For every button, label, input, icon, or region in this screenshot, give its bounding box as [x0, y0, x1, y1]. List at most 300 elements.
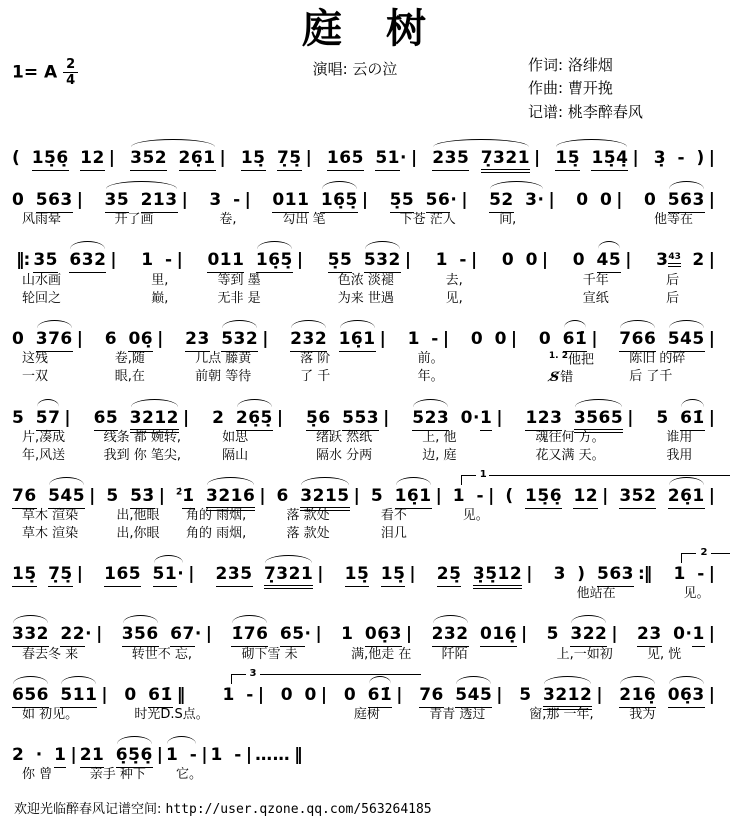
lyric-line-2: 年,风送 — [22, 447, 66, 463]
slur-arc: 563 — [668, 190, 705, 211]
composer-line: 作曲: 曹开挽 — [527, 79, 613, 98]
system-6 — [12, 468, 718, 543]
slur-arc: 523 — [412, 408, 449, 429]
melody-row — [555, 134, 641, 169]
lyric-line-2: 落 款处 — [286, 526, 330, 542]
measure — [106, 472, 168, 543]
measure — [105, 176, 191, 229]
melody-row — [12, 731, 80, 766]
melody-row — [654, 134, 718, 169]
melody-notes: 2 26̣5̣ — [212, 408, 273, 428]
lyric-line-2: 泪几 — [380, 526, 407, 542]
slur-arc: 3212 — [543, 685, 592, 706]
slur-arc: 532 — [221, 329, 258, 350]
measure — [328, 236, 414, 307]
measure — [12, 315, 86, 386]
lyric-line-1: 阡陌 — [441, 646, 468, 662]
melody-notes: 0 0 — [576, 190, 613, 210]
lyric-line-1: 他等在 — [654, 212, 694, 228]
melody-notes: 1̇76 65· — [231, 624, 311, 644]
barline: | — [158, 485, 164, 506]
barline: | — [244, 190, 250, 210]
barline: | — [541, 250, 548, 271]
melody-row — [212, 394, 286, 429]
lyric-line-1: 时光D.S点。 — [134, 706, 209, 722]
meter-denominator: 4 — [66, 73, 76, 88]
lyric-line-1: $^{1. 2}$他把 — [548, 350, 594, 368]
slur-arc: 51· — [153, 564, 185, 585]
measure — [281, 671, 330, 724]
lyric-line-2: 轮回之 — [22, 290, 62, 306]
lyric-line-2: 巅, — [151, 290, 169, 306]
melody-row — [105, 176, 191, 211]
melody-row — [619, 315, 718, 350]
lyric-line-1 — [104, 585, 197, 603]
measure — [654, 134, 718, 169]
measure — [502, 236, 551, 307]
barline: ‖ — [294, 744, 302, 765]
lyric-line-2: 隔山 — [222, 447, 249, 463]
melody-row — [573, 236, 635, 271]
slur-arc: 52 3· — [489, 190, 544, 211]
melody-notes: 15̣ 7̣5̣ — [12, 564, 73, 587]
barline: | — [405, 624, 412, 645]
slur-arc: 545 — [668, 329, 705, 350]
melody-row — [141, 236, 186, 271]
melody-row — [306, 394, 392, 429]
footer-note — [12, 798, 718, 817]
lyric-line-1: 转世不 忘, — [131, 646, 192, 662]
lyric-line-2: 花又满 天。 — [535, 447, 605, 463]
melody-row — [644, 176, 718, 211]
song-title: 庭 树 — [302, 5, 428, 52]
slur-arc: 61̇ — [563, 329, 588, 350]
barline: | — [510, 328, 517, 349]
melody-row — [12, 176, 86, 211]
barline: | — [596, 684, 602, 705]
lyric-line-1: 间, — [499, 212, 517, 228]
measure — [419, 671, 505, 724]
melody-row — [207, 236, 306, 271]
score-meta — [12, 54, 718, 124]
melody-row — [432, 610, 531, 645]
slur-arc: 26̣1 — [668, 486, 705, 507]
slur-arc: 232 — [432, 624, 469, 645]
system-3 — [12, 236, 718, 307]
performer-name: 云の泣 — [352, 60, 398, 78]
melody-row — [12, 134, 118, 169]
performer-line — [313, 54, 398, 79]
melody-notes: 165 51· — [104, 564, 184, 584]
lyric-line-1: 你 曾 — [22, 767, 53, 783]
lyric-line-1: 上,一如初 — [556, 646, 613, 662]
slur-arc: 06̣3 — [668, 685, 705, 706]
barline: | — [317, 564, 323, 585]
barline: | — [708, 407, 714, 428]
system-5 — [12, 394, 718, 465]
slur-arc: 61̇ — [680, 408, 705, 429]
barline: | — [219, 147, 225, 168]
lyric-line-1: 看不 — [380, 508, 407, 524]
melody-row — [94, 394, 193, 429]
volta-number: 3 — [246, 668, 261, 680]
lyric-line-2 — [619, 525, 718, 543]
barline: | — [276, 407, 283, 428]
slur-arc: 16̣5̣ — [256, 250, 293, 271]
barline: | — [461, 190, 467, 210]
slur-arc: 6̣5̣6̣ — [116, 745, 153, 766]
slur-arc: 656 — [12, 685, 49, 706]
melody-notes: 0 563 — [644, 190, 705, 210]
barline: | — [379, 328, 385, 349]
slur-arc: 3215 — [300, 486, 349, 507]
slur-arc: 232 — [290, 329, 327, 350]
lyric-line-1 — [255, 766, 306, 784]
lyric-line-1: 见。 — [462, 508, 489, 524]
barline: | — [591, 328, 597, 349]
measure — [619, 315, 718, 386]
slur-arc: 545 — [48, 486, 85, 507]
melody-notes: 6 06̣ — [105, 329, 153, 352]
melody-notes: ( 15̣6̣ 12 — [505, 486, 598, 509]
barline: | — [396, 684, 402, 705]
system-2 — [12, 176, 718, 229]
barline: | — [181, 190, 187, 210]
melody-row — [12, 394, 74, 429]
melody-notes: 21 6̣5̣6̣ — [80, 745, 153, 765]
melody-notes: 011 16̣5̣ — [272, 190, 357, 210]
lyric-line-1: 窗,那 一年, — [529, 706, 594, 722]
melody-notes: $^{2̇}$1̇ 3216 — [176, 486, 255, 506]
lyric-line-2 — [453, 525, 498, 543]
lyric-line-2: S̸错 — [549, 369, 574, 385]
melody-row — [290, 315, 389, 350]
melody-row — [656, 236, 718, 271]
slur-arc: 3216 — [206, 486, 255, 507]
slur-arc: 235 7̣321 — [432, 148, 530, 169]
measure — [12, 134, 118, 169]
melody-notes: 5 3212 — [519, 685, 592, 705]
measure — [673, 547, 718, 603]
lyric-line-1: 线条 都 婉转, — [103, 429, 181, 445]
measure — [656, 236, 718, 307]
volta-bracket-continuation — [603, 475, 730, 485]
melody-row — [106, 472, 168, 507]
melody-row — [519, 671, 605, 706]
measure — [371, 472, 445, 543]
barline: | — [602, 485, 608, 506]
measure — [222, 667, 268, 724]
lyric-line-1: 砌下雪 未 — [241, 646, 298, 662]
melody-notes: 15̣ 7̣5̣ — [241, 148, 302, 171]
barline: | — [262, 328, 268, 349]
lyric-line-1: 绪跃 然纸 — [316, 429, 373, 445]
volta-number: 2 — [696, 547, 711, 559]
melody-notes: 0 0 — [501, 250, 538, 271]
melody-row — [489, 176, 558, 211]
melody-row — [104, 550, 197, 585]
barline: | — [632, 147, 638, 168]
slur-arc: 16̣1 — [339, 329, 376, 350]
lyric-line-1: 亲手 种下 — [89, 767, 146, 783]
melody-row — [80, 731, 166, 766]
lyric-line-1: 里, — [151, 272, 169, 288]
melody-notes: 5 53̇ — [106, 486, 154, 509]
performer-label: 演唱: — [312, 60, 348, 78]
melody-row — [12, 610, 105, 645]
melody-notes: 1 - — [210, 744, 242, 765]
transcriber-line: 记谱: 桃李醉春风 — [527, 102, 643, 121]
slur-arc: 376 — [36, 329, 73, 350]
lyric-line-1: 如 初见。 — [22, 706, 79, 722]
footer-url: http://user.qzone.qq.com/563264185 — [165, 802, 432, 817]
barline: | — [470, 250, 477, 271]
melody-row — [327, 134, 420, 169]
barline: | — [205, 624, 211, 645]
barline: | — [611, 624, 617, 645]
melody-notes: 332 22· — [12, 624, 92, 644]
measure — [432, 610, 531, 663]
barline: | — [315, 624, 321, 645]
system-4 — [12, 315, 718, 387]
measure — [489, 176, 558, 229]
melody-notes: 1 - — [452, 485, 485, 506]
barline: | — [188, 564, 194, 585]
lyric-line-1: 山水画 — [22, 272, 62, 288]
lyric-line-2 — [471, 368, 520, 386]
lyric-line-1: 片,凑成 — [22, 429, 66, 445]
melody-notes: 352 26̣1 — [619, 486, 704, 506]
score-body — [12, 134, 718, 791]
time-signature — [63, 58, 78, 87]
measure — [216, 550, 327, 603]
melody-notes — [619, 685, 704, 705]
melody-notes: 1 - — [141, 250, 173, 271]
melody-row — [432, 134, 543, 169]
volta-bracket — [681, 547, 730, 563]
melody-row — [539, 315, 601, 350]
barline: | — [708, 485, 714, 506]
measure — [124, 671, 208, 724]
melody-row — [272, 176, 371, 211]
measure — [12, 394, 74, 465]
melody-notes: 1 - — [222, 684, 254, 705]
barline: | — [156, 744, 162, 765]
barline: | — [76, 328, 82, 349]
slur-arc: 766 — [619, 329, 656, 350]
melody-notes: 165 51· — [327, 148, 407, 171]
barline: | — [488, 485, 494, 506]
melody-notes: ( 15̣6̣ 12 — [12, 148, 105, 171]
lyric-line-1: 卷, — [219, 212, 237, 228]
barline: | — [410, 147, 417, 168]
system-10 — [12, 731, 718, 784]
lyric-line-1: 它。 — [176, 767, 203, 783]
melody-notes: 523 0·1 — [412, 408, 492, 428]
melody-notes: 1 - — [673, 564, 705, 585]
melody-row — [122, 610, 215, 645]
melody-row — [12, 472, 98, 507]
measure — [619, 472, 718, 543]
lyric-line-1: 谁用 — [666, 429, 693, 445]
measure — [505, 472, 611, 543]
melody-row — [328, 236, 414, 271]
segno-icon: S̸ — [549, 369, 560, 385]
melody-row — [12, 671, 111, 706]
melody-notes: 0 563 — [12, 190, 73, 213]
melody-row — [130, 134, 229, 169]
barline: | — [110, 250, 116, 271]
melody-notes: 25̣ 3̣5̣12 — [437, 564, 522, 589]
barline: | — [383, 407, 389, 428]
measure — [176, 472, 269, 543]
measure — [255, 731, 306, 784]
melody-row — [231, 610, 324, 645]
barline: | — [108, 147, 115, 168]
slur-arc: 545 — [455, 685, 492, 706]
melody-notes — [12, 685, 97, 705]
lyric-line-1 — [619, 507, 718, 525]
melody-notes: 011 16̣5̣ — [207, 250, 292, 270]
melody-notes: 2 · 1 — [12, 745, 66, 768]
lyric-line-1 — [471, 350, 520, 368]
melody-notes: 232 016̣ — [432, 624, 517, 644]
melody-row — [255, 731, 306, 766]
barline: | — [442, 328, 449, 349]
melody-row — [637, 610, 718, 645]
measure — [344, 671, 406, 724]
measure — [12, 731, 80, 784]
lyric-line-1 — [281, 706, 330, 724]
melody-row — [216, 550, 327, 585]
lyric-line-1: 满,他走 在 — [351, 646, 412, 662]
lyric-line-2 — [505, 525, 611, 543]
melody-notes: 5̣6 553 — [306, 408, 379, 431]
barline: | — [70, 744, 76, 765]
melody-row — [436, 236, 481, 271]
lyric-line-2: 后 了千 — [629, 368, 673, 384]
melody-row — [209, 176, 254, 211]
barline: | — [708, 147, 714, 168]
measure — [12, 236, 120, 307]
lyric-line-2: 我到 你 笔尖, — [103, 447, 181, 463]
barline: ‖ — [176, 684, 185, 705]
lyric-line-1: 魂往何 方。 — [535, 429, 605, 445]
melody-row — [547, 610, 621, 645]
melody-notes — [489, 190, 544, 210]
melody-notes: 5 61̇ — [656, 408, 704, 428]
measure — [412, 394, 505, 465]
measure — [211, 731, 256, 784]
measure — [327, 134, 420, 169]
slur-arc: 61̇ — [368, 685, 393, 706]
melody-row — [408, 315, 453, 350]
measure — [573, 236, 635, 307]
melody-row — [554, 550, 656, 585]
lyric-line-2: 前朝 等待 — [195, 368, 252, 384]
slur-arc: 3212 — [130, 408, 179, 429]
key-text: 1= A — [12, 62, 58, 83]
lyric-line-1: 开了画 — [114, 212, 154, 228]
melody-row — [412, 394, 505, 429]
slur-arc: 35 213 — [105, 190, 178, 211]
barline: | — [76, 564, 82, 585]
melody-row — [471, 315, 520, 350]
lyric-line-2: 隔水 分两 — [316, 447, 373, 463]
lyric-line-1: 庭树 — [353, 706, 380, 722]
melody-notes: 5̣5 532 — [328, 250, 401, 270]
measure — [94, 394, 193, 465]
barline: | — [320, 684, 327, 705]
slur-arc: 356 — [122, 624, 159, 645]
barline: | — [89, 485, 95, 506]
lyric-line-1: 见, 恍 — [647, 646, 682, 662]
system-1 — [12, 134, 718, 169]
slur-arc: 322 — [570, 624, 607, 645]
lyric-line-2: 宣纸 — [582, 290, 609, 306]
lyric-line-1 — [211, 766, 256, 784]
melody-notes: 0 61̇ — [124, 685, 172, 708]
credits-block — [528, 54, 718, 124]
lyric-line-1: 去, — [445, 272, 463, 288]
lyric-line-1: 角的 雨烟, — [185, 508, 247, 524]
melody-notes: 3̣ - ) — [653, 147, 705, 168]
barline: | — [496, 407, 502, 428]
measure — [209, 176, 254, 229]
measure — [554, 550, 656, 603]
melody-notes: 35 632 — [33, 250, 106, 270]
melody-notes: 76 545 — [12, 486, 85, 506]
melody-row — [619, 671, 718, 706]
measure — [637, 610, 718, 663]
slur-arc: 632 — [69, 250, 106, 271]
measure — [122, 610, 215, 663]
measure — [341, 610, 415, 663]
lyric-line-2: 眼,在 — [114, 368, 145, 384]
lyric-line-2: 后 — [666, 290, 680, 306]
measure — [12, 610, 105, 663]
measure — [80, 731, 166, 784]
measure — [290, 315, 389, 386]
slur-arc: 216̣ — [619, 685, 656, 706]
key-signature — [12, 54, 182, 87]
barline: | — [64, 407, 70, 428]
slur-arc: 511 — [60, 685, 97, 706]
meter-numerator: 2 — [63, 58, 78, 73]
melody-notes — [555, 148, 628, 168]
melody-notes: 356 67· — [122, 624, 202, 644]
lyric-line-1: 风雨晕 — [22, 212, 62, 228]
melody-notes: 0 45 — [573, 250, 621, 270]
lyric-line-1: 这残 — [22, 350, 49, 366]
barline: | — [257, 684, 264, 705]
lyric-line-1: 等到 墨 — [217, 272, 261, 288]
lyric-line-1: 青青 透过 — [429, 706, 486, 722]
measure — [12, 176, 86, 229]
lyric-line-1: 后 — [666, 272, 680, 288]
melody-row — [277, 472, 363, 507]
lyric-line-1: 春去冬 来 — [22, 646, 79, 662]
lyric-line-1: 几点 藤黄 — [195, 350, 252, 366]
measure — [539, 315, 601, 387]
lyric-line-2: 年。 — [417, 368, 444, 384]
melody-notes: 3 - — [209, 190, 241, 210]
slur-arc: 332 — [12, 624, 49, 645]
melody-row — [185, 315, 271, 350]
measure — [231, 610, 324, 663]
lyric-line-2: 边, 庭 — [422, 447, 457, 463]
measure — [241, 134, 315, 169]
